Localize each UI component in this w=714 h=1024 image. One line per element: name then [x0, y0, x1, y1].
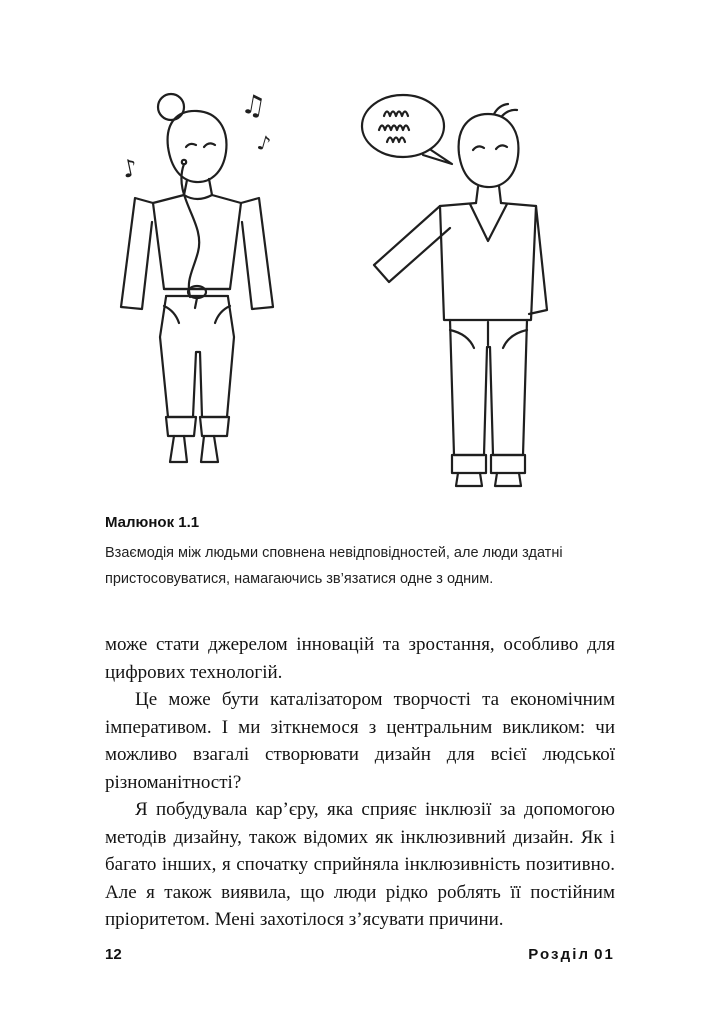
page-number: 12 [105, 946, 122, 963]
figure-caption-text: Взаємодія між людьми сповнена невідповідностей, але люди здатні пристосовуватися, намагаючись зв’язатися одне з одним. [105, 545, 563, 587]
chapter-label [528, 946, 615, 963]
speech-bubble-icon [362, 95, 452, 164]
chapter-number: 01 [594, 946, 615, 963]
music-note-icon: ♫ [238, 88, 269, 124]
woman-figure [121, 94, 273, 462]
page-footer [105, 946, 615, 963]
music-note-icon: ♪ [254, 129, 274, 157]
man-figure [374, 104, 547, 486]
body-text [105, 631, 615, 934]
paragraph: Це може бути каталізатором творчості та економічним імперативом. І ми зіткнемося з центральним викликом: чи можливо взагалі створювати дизайн для всієї людської різноманітності? [105, 689, 615, 793]
figure-illustration [0, 50, 714, 520]
chapter-word: Розділ [528, 946, 591, 963]
paragraph: Я побудувала кар’єру, яка сприяє інклюзії за допомогою методів дизайну, також відомих як інклюзивний дизайн. Як і багато інших, я спочатку сприйняла інклюзивність позитивно. Але я також виявила, що люди рідко роблять її постійним пріоритетом. Мені захотілося з’ясувати причини. [105, 799, 615, 930]
figure-caption [105, 514, 613, 592]
hair-bun [158, 94, 184, 120]
figure-caption-title: Малюнок 1.1 [105, 514, 200, 531]
music-note-icon: ♪ [119, 153, 141, 184]
paragraph: може стати джерелом інновацій та зростання, особливо для цифрових технологій. [105, 634, 615, 683]
music-notes-icon [119, 88, 273, 184]
